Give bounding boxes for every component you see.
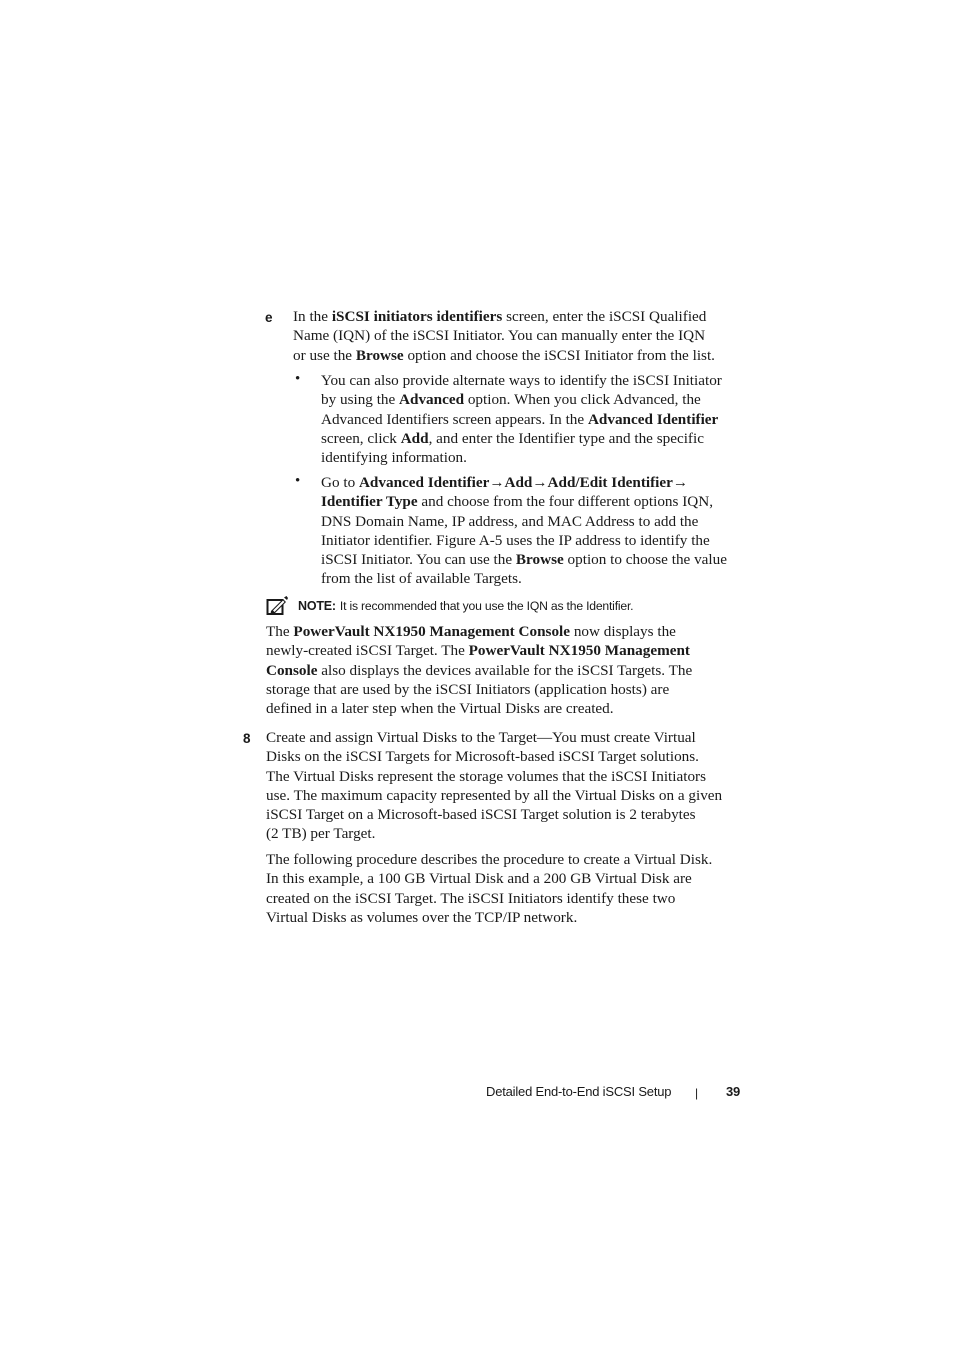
bullet-2-line-5: iSCSI Initiator. You can use the Browse option to choose the value [321, 551, 727, 569]
bullet-2-line-6: from the list of available Targets. [321, 570, 522, 588]
console-line-2: newly-created iSCSI Target. The PowerVault NX1950 Management [266, 642, 690, 660]
bullet-2-line-1: Go to Advanced Identifier→Add→Add/Edit Identifier→ [321, 474, 689, 491]
procedure-line-2: In this example, a 100 GB Virtual Disk and a 200 GB Virtual Disk are [266, 870, 692, 888]
bullet-1-line-1: You can also provide alternate ways to identify the iSCSI Initiator [321, 372, 722, 389]
console-line-4: storage that are used by the iSCSI Initiators (application hosts) are [266, 680, 670, 698]
page-number: 39 [726, 1084, 741, 1099]
note-text: It is recommended that you use the IQN as the Identifier. [339, 599, 634, 613]
procedure-line-3: created on the iSCSI Target. The iSCSI Initiators identify these two [266, 889, 676, 907]
procedure-line-1: The following procedure describes the procedure to create a Virtual Disk. [266, 851, 713, 868]
bullet-1-line-2: by using the Advanced option. When you click Advanced, the [321, 391, 701, 409]
step-e-line-1: In the iSCSI initiators identifiers screen, enter the iSCSI Qualified [293, 308, 707, 325]
bullet-2-line-2: Identifier Type and choose from the four different options IQN, [321, 493, 714, 511]
bullet-1-text [321, 371, 761, 467]
console-line-1: The PowerVault NX1950 Management Console now displays the [266, 623, 676, 640]
console-paragraph [266, 622, 761, 718]
step-8-line-6: (2 TB) per Target. [266, 825, 376, 843]
console-line-5: defined in a later step when the Virtual Disks are created. [266, 700, 614, 718]
footer-separator: | [695, 1086, 698, 1100]
bullet-1-line-4: screen, click Add, and enter the Identifier type and the specific [321, 429, 704, 447]
step-8-text [266, 728, 761, 844]
note [266, 596, 633, 616]
console-line-3: Console also displays the devices available for the iSCSI Targets. The [266, 661, 693, 679]
step-8-line-2: Disks on the iSCSI Targets for Microsoft-based iSCSI Target solutions. [266, 748, 699, 766]
step-8-line-1: Create and assign Virtual Disks to the Target—You must create Virtual [266, 729, 696, 746]
bullet-marker-1: • [295, 371, 301, 387]
bullet-1-line-3: Advanced Identifiers screen appears. In the Advanced Identifier [321, 410, 719, 428]
note-pencil-icon [266, 596, 288, 616]
step-marker-8: 8 [243, 731, 251, 746]
step-e-line-2: Name (IQN) of the iSCSI Initiator. You can manually enter the IQN [293, 327, 706, 345]
bullet-2-text [321, 473, 761, 589]
footer-section-title: Detailed End-to-End iSCSI Setup [486, 1084, 672, 1099]
step-8-line-3: The Virtual Disks represent the storage volumes that the iSCSI Initiators [266, 767, 707, 785]
step-8-line-4: use. The maximum capacity represented by all the Virtual Disks on a given [266, 786, 723, 804]
procedure-paragraph [266, 850, 761, 927]
bullet-2-line-4: Initiator identifier. Figure A-5 uses the IP address to identify the [321, 531, 710, 549]
step-marker-e: e [265, 310, 273, 325]
bullet-1-line-5: identifying information. [321, 449, 467, 467]
step-e-line-3: or use the Browse option and choose the iSCSI Initiator from the list. [293, 346, 715, 364]
bullet-marker-2: • [295, 473, 301, 489]
step-e-text [293, 307, 763, 365]
step-8-line-5: iSCSI Target on a Microsoft-based iSCSI Target solution is 2 terabytes [266, 806, 696, 824]
bullet-2-line-3: DNS Domain Name, IP address, and MAC Address to add the [321, 512, 699, 530]
procedure-line-4: Virtual Disks as volumes over the TCP/IP network. [266, 908, 578, 926]
note-label: NOTE: [298, 599, 336, 613]
